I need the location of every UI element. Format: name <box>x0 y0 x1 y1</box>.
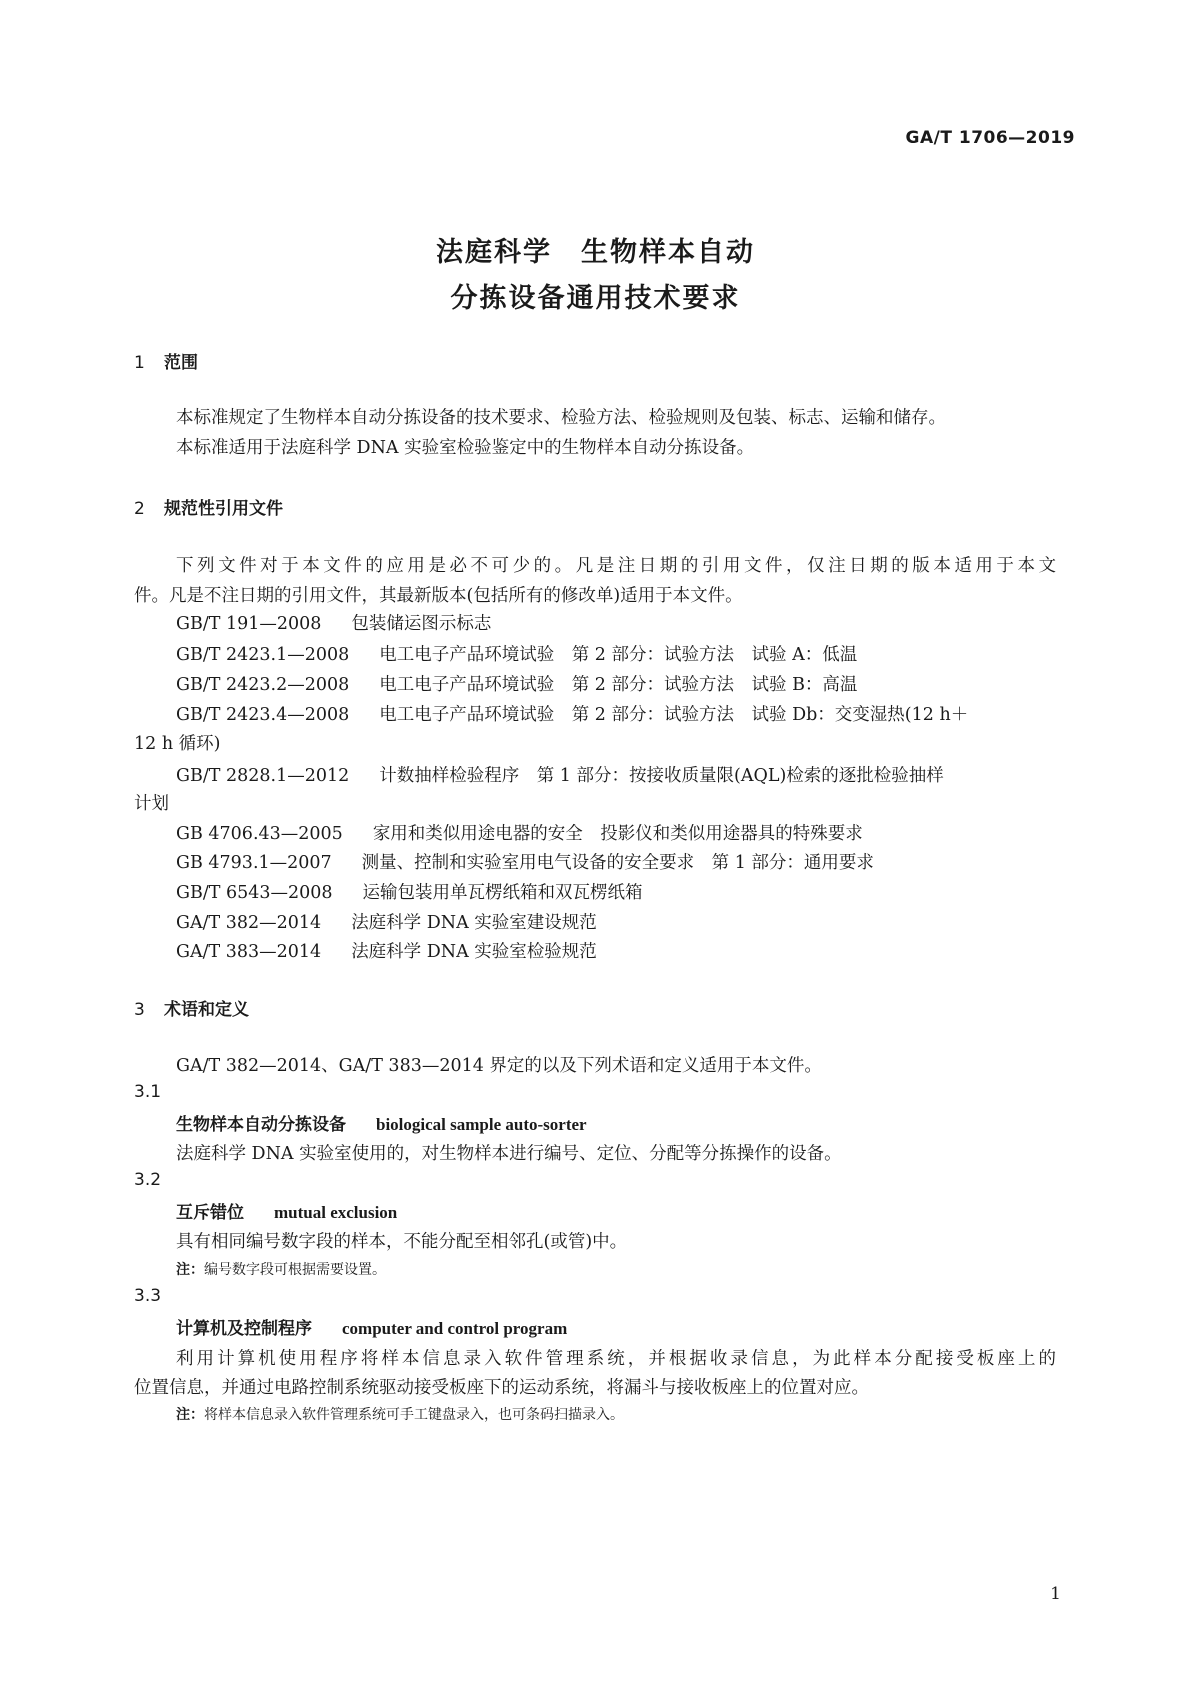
term-heading <box>176 1198 397 1223</box>
term-chinese: 互斥错位 <box>176 1203 244 1223</box>
term-definition-line-1: 利用计算机使用程序将样本信息录入软件管理系统，并根据收录信息，为此样本分配接受板座上的 <box>176 1349 1056 1369</box>
reference-code: GB/T 191—2008 <box>176 614 322 634</box>
reference-code: GB 4793.1—2007 <box>176 853 332 873</box>
scope-paragraph-2: 本标准适用于法庭科学 DNA 实验室检验鉴定中的生物样本自动分拣设备。 <box>176 438 755 458</box>
reference-title: 运输包装用单瓦楞纸箱和双瓦楞纸箱 <box>362 883 643 903</box>
term-definition: 具有相同编号数字段的样本，不能分配至相邻孔(或管)中。 <box>176 1232 628 1252</box>
reference-code: GB/T 6543—2008 <box>176 883 333 903</box>
reference-code: GA/T 383—2014 <box>176 942 322 962</box>
reference-code: GA/T 382—2014 <box>176 913 322 933</box>
reference-title: 电工电子产品环境试验 第 2 部分：试验方法 试验 Db：交变湿热(12 h＋ <box>379 705 969 725</box>
term-english: biological sample auto-sorter <box>376 1115 587 1134</box>
reference-item <box>176 671 857 696</box>
reference-item <box>176 610 491 635</box>
term-english: mutual exclusion <box>274 1203 398 1222</box>
reference-code: GB/T 2828.1—2012 <box>176 766 350 786</box>
reference-item <box>176 938 597 963</box>
document-title-line-1: 法庭科学 生物样本自动 <box>436 237 755 268</box>
section-1-heading <box>134 348 198 373</box>
reference-item <box>176 849 874 874</box>
reference-title: 测量、控制和实验室用电气设备的安全要求 第 1 部分：通用要求 <box>361 853 874 873</box>
references-intro-line-2: 件。凡是不注日期的引用文件，其最新版本(包括所有的修改单)适用于本文件。 <box>134 586 743 606</box>
term-chinese: 计算机及控制程序 <box>176 1319 312 1339</box>
standard-code: GA/T 1706—2019 <box>905 128 1075 148</box>
section-title: 规范性引用文件 <box>164 499 283 519</box>
term-chinese: 生物样本自动分拣设备 <box>176 1115 346 1135</box>
term-number: 3.3 <box>134 1286 162 1306</box>
section-number: 1 <box>134 353 145 373</box>
reference-title: 电工电子产品环境试验 第 2 部分：试验方法 试验 A：低温 <box>379 645 858 665</box>
reference-item-continuation: 12 h 循环) <box>134 734 221 754</box>
term-heading <box>176 1110 587 1135</box>
note-text: 将样本信息录入软件管理系统可手工键盘录入，也可条码扫描录入。 <box>204 1407 624 1423</box>
scope-paragraph-1: 本标准规定了生物样本自动分拣设备的技术要求、检验方法、检验规则及包装、标志、运输和储存。 <box>176 408 946 428</box>
reference-title: 法庭科学 DNA 实验室建设规范 <box>351 913 597 933</box>
reference-item <box>176 879 643 904</box>
section-title: 术语和定义 <box>164 1000 249 1020</box>
references-intro-line-1: 下列文件对于本文件的应用是必不可少的。凡是注日期的引用文件，仅注日期的版本适用于本文 <box>176 556 1056 576</box>
term-definition-line-2: 位置信息，并通过电路控制系统驱动接受板座下的运动系统，将漏斗与接收板座上的位置对应。 <box>134 1378 869 1398</box>
term-heading <box>176 1314 567 1339</box>
term-number: 3.2 <box>134 1170 162 1190</box>
page-number: 1 <box>1050 1584 1061 1604</box>
reference-title: 电工电子产品环境试验 第 2 部分：试验方法 试验 B：高温 <box>379 675 858 695</box>
term-definition: 法庭科学 DNA 实验室使用的，对生物样本进行编号、定位、分配等分拣操作的设备。 <box>176 1144 842 1164</box>
term-note <box>176 1259 386 1279</box>
section-3-heading <box>134 995 249 1020</box>
reference-item <box>176 762 944 787</box>
reference-item-continuation: 计划 <box>134 794 169 814</box>
reference-code: GB/T 2423.2—2008 <box>176 675 350 695</box>
reference-code: GB/T 2423.4—2008 <box>176 705 350 725</box>
document-title-line-2: 分拣设备通用技术要求 <box>450 283 741 314</box>
reference-title: 家用和类似用途电器的安全 投影仪和类似用途器具的特殊要求 <box>372 824 863 844</box>
section-number: 2 <box>134 499 145 519</box>
reference-title: 法庭科学 DNA 实验室检验规范 <box>351 942 597 962</box>
term-note <box>176 1404 624 1424</box>
section-title: 范围 <box>164 353 198 373</box>
reference-item <box>176 701 968 726</box>
note-text: 编号数字段可根据需要设置。 <box>204 1262 386 1278</box>
reference-title: 计数抽样检验程序 第 1 部分：按接收质量限(AQL)检索的逐批检验抽样 <box>379 766 944 786</box>
reference-code: GB 4706.43—2005 <box>176 824 343 844</box>
reference-title: 包装储运图示标志 <box>351 614 492 634</box>
section-number: 3 <box>134 1000 145 1020</box>
terms-intro: GA/T 382—2014、GA/T 383—2014 界定的以及下列术语和定义适用于本文件。 <box>176 1056 822 1076</box>
reference-item <box>176 909 597 934</box>
note-label: 注： <box>176 1262 204 1278</box>
term-number: 3.1 <box>134 1082 162 1102</box>
term-english: computer and control program <box>342 1319 568 1338</box>
section-2-heading <box>134 494 283 519</box>
reference-item <box>176 641 857 666</box>
reference-code: GB/T 2423.1—2008 <box>176 645 350 665</box>
note-label: 注： <box>176 1407 204 1423</box>
reference-item <box>176 820 863 845</box>
